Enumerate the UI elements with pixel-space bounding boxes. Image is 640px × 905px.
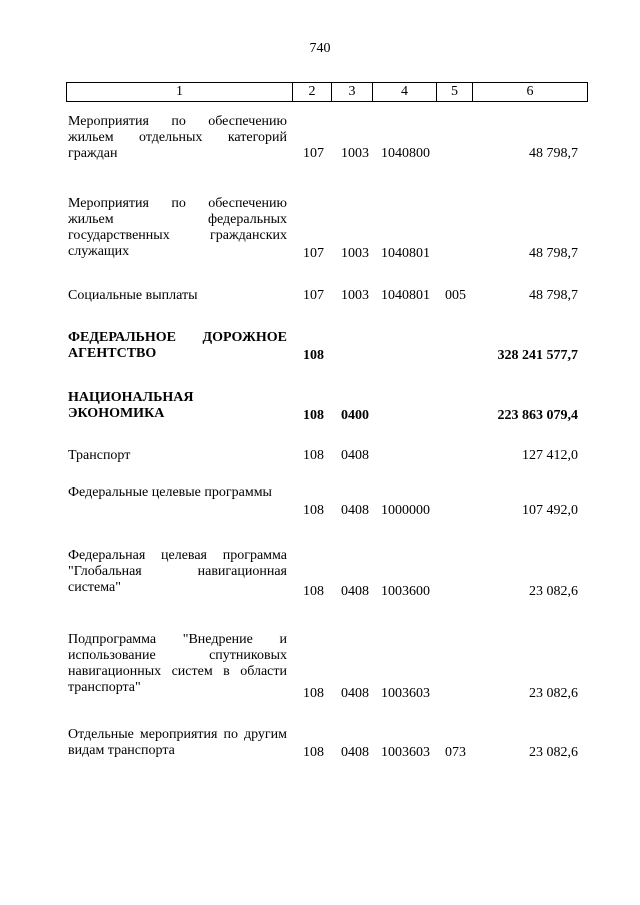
row-description: Отдельные мероприятия по другим видам транспорта [68, 727, 287, 758]
cell-col2: 108 [303, 584, 324, 599]
cell-col2: 108 [303, 503, 324, 518]
cell-col3: 1003 [341, 246, 369, 261]
cell-col2: 108 [303, 745, 324, 760]
cell-col5: 073 [445, 745, 466, 760]
cell-col2: 108 [303, 408, 324, 423]
cell-col2: 108 [303, 348, 324, 363]
row-description: Мероприятия по обеспечению жильем отдельных категорий граждан [68, 114, 287, 161]
cell-col6: 127 412,0 [522, 448, 578, 463]
cell-col4: 1000000 [381, 503, 430, 518]
cell-col6: 48 798,7 [529, 288, 578, 303]
cell-col4: 1040801 [381, 288, 430, 303]
cell-col6: 48 798,7 [529, 146, 578, 161]
row-description: Социальные выплаты [68, 288, 198, 303]
cell-col2: 107 [303, 288, 324, 303]
cell-col5: 005 [445, 288, 466, 303]
cell-col4: 1040801 [381, 246, 430, 261]
header-cell: 1 [67, 83, 293, 102]
cell-col2: 107 [303, 146, 324, 161]
cell-col3: 1003 [341, 146, 369, 161]
header-cell: 6 [473, 83, 588, 102]
cell-col4: 1003600 [381, 584, 430, 599]
header-cell: 5 [437, 83, 473, 102]
row-description: Транспорт [68, 448, 131, 463]
cell-col6: 328 241 577,7 [497, 348, 578, 363]
row-description: Подпрограмма "Внедрение и использование спутниковых навигационных систем в области транспорта" [68, 632, 287, 695]
cell-col3: 0408 [341, 448, 369, 463]
cell-col2: 107 [303, 246, 324, 261]
cell-col3: 1003 [341, 288, 369, 303]
header-cell: 4 [373, 83, 437, 102]
header-row [67, 83, 588, 102]
cell-col3: 0408 [341, 745, 369, 760]
page-number: 740 [309, 41, 331, 56]
row-description: Мероприятия по обеспечению жильем федеральных государственных гражданских служащих [68, 196, 287, 259]
cell-col6: 107 492,0 [522, 503, 578, 518]
row-description: Федеральные целевые программы [68, 485, 272, 500]
row-description: Федеральная целевая программа "Глобальная навигационная система" [68, 548, 287, 595]
cell-col3: 0408 [341, 503, 369, 518]
cell-col6: 23 082,6 [529, 745, 578, 760]
cell-col4: 1040800 [381, 146, 430, 161]
cell-col6: 223 863 079,4 [497, 408, 578, 423]
header-cell: 2 [293, 83, 332, 102]
cell-col2: 108 [303, 686, 324, 701]
row-description: ФЕДЕРАЛЬНОЕ ДОРОЖНОЕ АГЕНТСТВО [68, 330, 287, 361]
cell-col6: 48 798,7 [529, 246, 578, 261]
cell-col2: 108 [303, 448, 324, 463]
row-description: НАЦИОНАЛЬНАЯ ЭКОНОМИКА [68, 390, 194, 421]
column-header-table [66, 82, 588, 102]
cell-col3: 0400 [341, 408, 369, 423]
cell-col4: 1003603 [381, 686, 430, 701]
cell-col4: 1003603 [381, 745, 430, 760]
cell-col3: 0408 [341, 686, 369, 701]
header-cell: 3 [332, 83, 373, 102]
cell-col6: 23 082,6 [529, 584, 578, 599]
cell-col6: 23 082,6 [529, 686, 578, 701]
cell-col3: 0408 [341, 584, 369, 599]
